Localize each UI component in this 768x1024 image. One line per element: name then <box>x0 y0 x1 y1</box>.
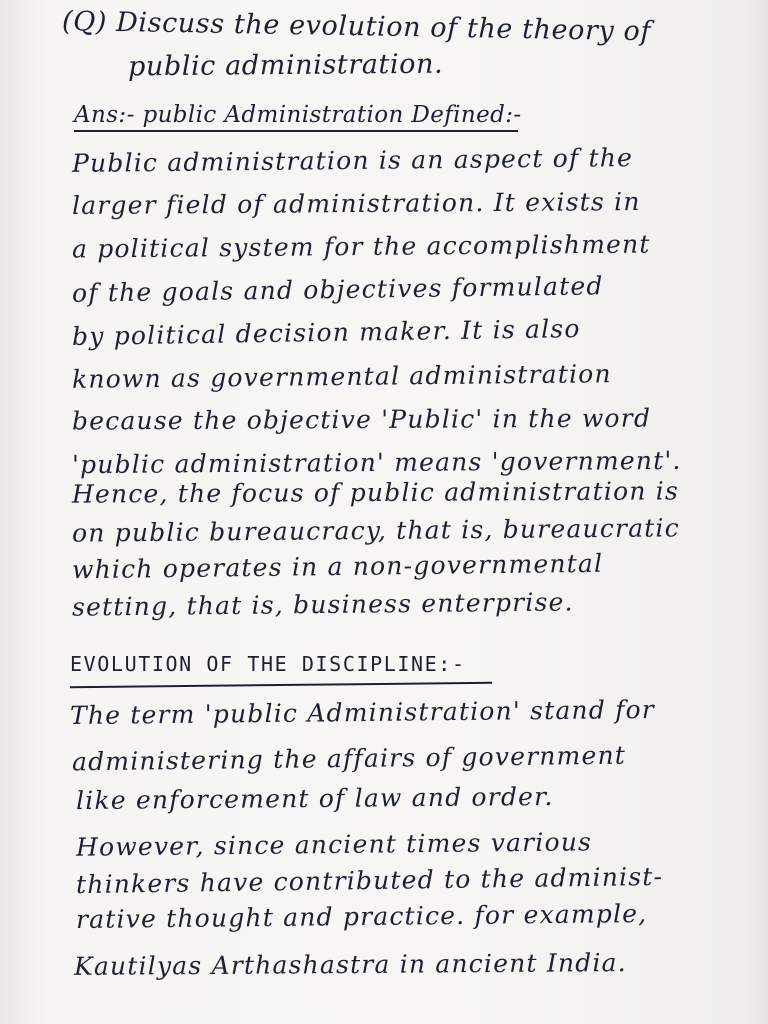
paragraph1-line: Hence, the focus of public administration is <box>71 476 680 509</box>
answer-heading-text: Ans:- public Administration Defined:- <box>74 102 522 128</box>
paragraph1-line: 'public administration' means 'government'. <box>71 445 682 480</box>
answer-heading <box>74 102 522 128</box>
paragraph1-line: setting, that is, business enterprise. <box>71 587 574 622</box>
paragraph2-line: Kautilyas Arthashastra in ancient India. <box>73 948 627 981</box>
question-line-1: (Q) Discuss the evolution of the theory of <box>61 6 652 48</box>
paragraph1-line: on public bureaucracy, that is, bureaucratic <box>71 513 681 548</box>
paragraph1-line: larger field of administration. It exists in <box>71 187 641 220</box>
paragraph1-line: known as governmental administration <box>71 359 612 394</box>
paragraph2-line: administering the affairs of government <box>71 740 627 777</box>
section-heading: EVOLUTION OF THE DISCIPLINE:- <box>70 652 466 676</box>
paragraph2-line: like enforcement of law and order. <box>75 781 554 816</box>
paragraph2-line: The term 'public Administration' stand for <box>69 694 656 731</box>
question-line-2: public administration. <box>127 48 444 83</box>
paragraph1-line: which operates in a non-governmental <box>71 548 604 585</box>
section-heading-underline <box>70 682 492 688</box>
answer-heading-underline <box>74 130 518 132</box>
paragraph1-line: a political system for the accomplishment <box>71 229 651 264</box>
paragraph2-line: However, since ancient times various <box>75 827 593 862</box>
paragraph1-line: of the goals and objectives formulated <box>71 271 604 308</box>
paragraph1-line: because the objective 'Public' in the word <box>71 403 652 436</box>
paragraph2-line: thinkers have contributed to the administ- <box>75 861 664 900</box>
paragraph1-line: Public administration is an aspect of the <box>71 143 634 178</box>
paragraph2-line: rative thought and practice. for example, <box>75 899 648 934</box>
paragraph1-line: by political decision maker. It is also <box>71 314 581 351</box>
page-edge-shadow <box>740 0 768 1024</box>
